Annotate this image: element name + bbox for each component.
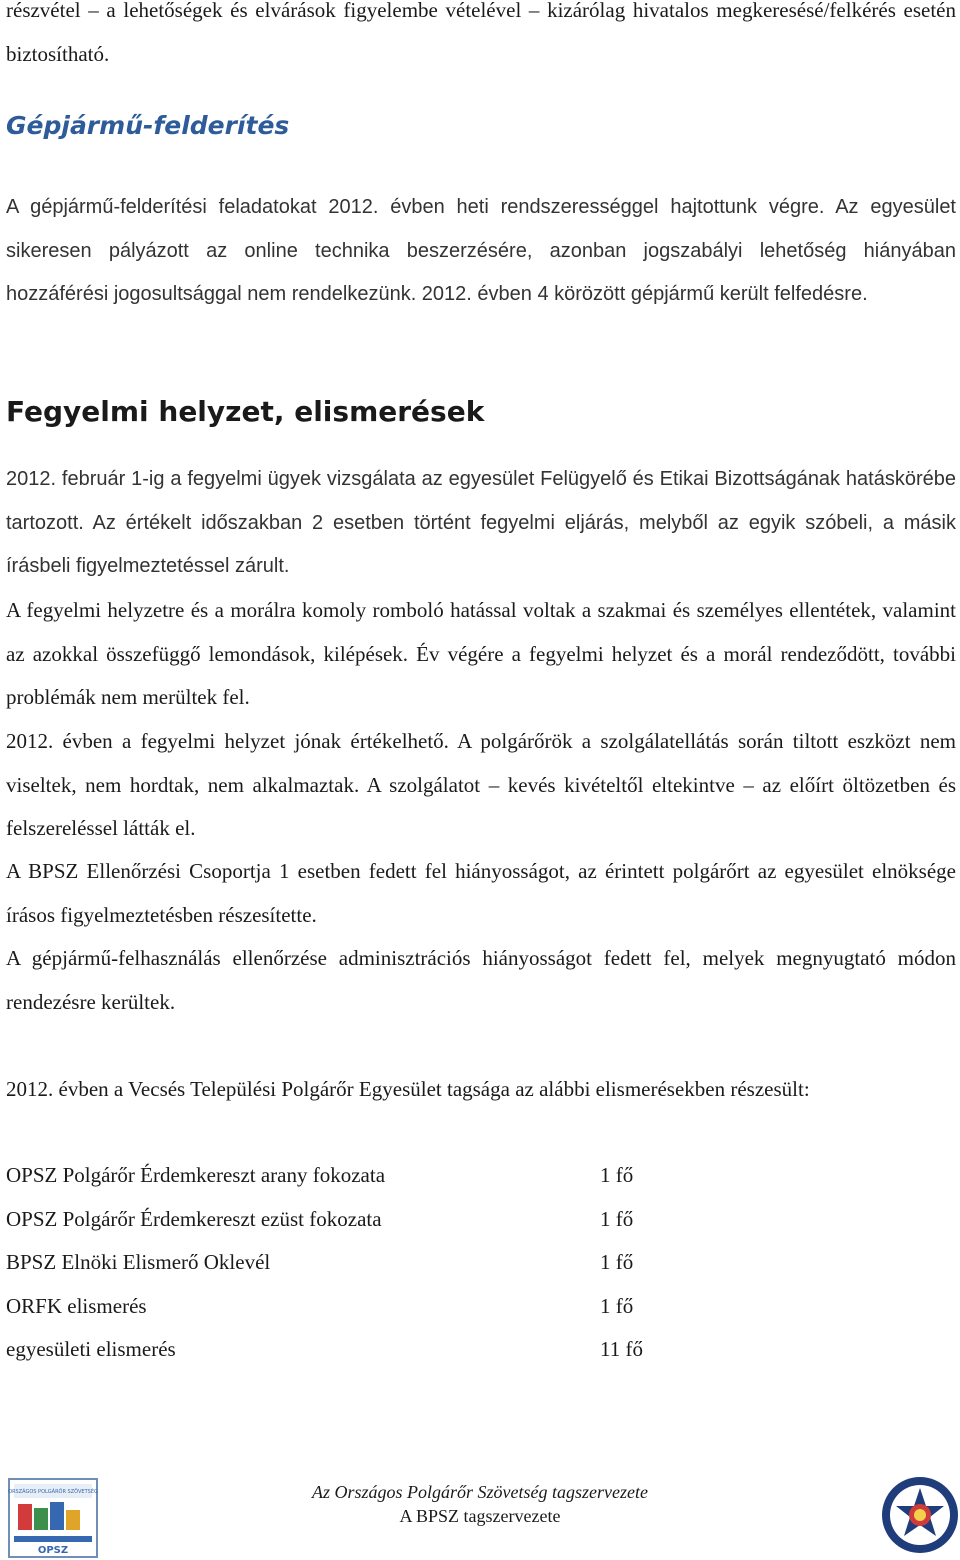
discipline-heading: Fegyelmi helyzet, elismerések <box>6 395 485 428</box>
award-name: BPSZ Elnöki Elismerő Oklevél <box>6 1250 271 1274</box>
award-count: 1 fő <box>600 1206 634 1231</box>
award-count: 1 fő <box>600 1293 634 1318</box>
award-count: 1 fő <box>600 1250 634 1274</box>
award-row <box>6 1198 956 1242</box>
logo-left-text: OPSZ <box>37 1545 69 1556</box>
vehicle-heading: Gépjármű-felderítés <box>6 111 290 140</box>
award-count: 1 fő <box>600 1163 634 1187</box>
award-row <box>6 1241 956 1285</box>
logo-left-small-text: ORSZÁGOS POLGÁRŐR SZÖVETSÉG <box>8 1489 98 1495</box>
award-row <box>6 1154 956 1198</box>
footer-line-2: A BPSZ tagszervezete <box>399 1506 561 1526</box>
award-count: 11 fő <box>600 1337 643 1361</box>
discipline-paragraph-3: 2012. évben a fegyelmi helyzet jónak értékelhető. A polgárőrök a szolgálatellátás során tiltott eszközt nem viseltek, nem hordtak, nem alkalmaztak. A szolgálatot – kevés kivételtől eltekintve – az előírt öltözetben és felszereléssel látták el. <box>6 729 956 840</box>
award-name: egyesületi elismerés <box>6 1337 176 1361</box>
vehicle-paragraph: A gépjármű-felderítési feladatokat 2012. évben heti rendszerességgel hajtottunk végre. Az egyesület sikeresen pályázott az online technika beszerzésére, azonban jogszabályi lehetőség hiányában hozzáférési jogosultsággal nem rendelkezünk. 2012. évben 4 körözött gépjármű került felfedésre. <box>6 196 956 305</box>
footer-line-1: Az Országos Polgárőr Szövetség tagszervezete <box>312 1482 648 1502</box>
awards-list <box>6 1154 956 1372</box>
awards-intro: 2012. évben a Vecsés Települési Polgárőr Egyesület tagsága az alábbi elismerésekben részesült: <box>6 1077 810 1101</box>
discipline-paragraph-1: 2012. február 1-ig a fegyelmi ügyek vizsgálata az egyesület Felügyelő és Etikai Bizottságának hatáskörébe tartozott. Az értékelt időszakban 2 esetben történt fegyelmi eljárás, melyből az egyik szóbeli, a másik írásbeli figyelmeztetéssel zárult. <box>6 468 956 577</box>
page-footer <box>0 1470 960 1560</box>
discipline-paragraph-5: A gépjármű-felhasználás ellenőrzése adminisztrációs hiányosságot fedett fel, melyek megnyugtató módon rendezésre kerültek. <box>6 946 956 1014</box>
bpsz-seal-icon <box>880 1474 960 1556</box>
award-row <box>6 1285 956 1329</box>
discipline-paragraph-2: A fegyelmi helyzetre és a morálra komoly romboló hatással voltak a szakmai és személyes ellentétek, valamint az azokkal összefüggő lemondások, kilépések. Év végére a fegyelmi helyzet és a morál rendeződött, további problémák nem merültek fel. <box>6 598 956 709</box>
discipline-paragraph-4: A BPSZ Ellenőrzési Csoportja 1 esetben fedett fel hiányosságot, az érintett polgárőrt az egyesület elnöksége írásos figyelmeztetésben részesítette. <box>6 859 956 927</box>
award-name: OPSZ Polgárőr Érdemkereszt arany fokozata <box>6 1163 386 1187</box>
award-name: ORFK elismerés <box>6 1293 147 1318</box>
award-row <box>6 1328 956 1372</box>
award-name: OPSZ Polgárőr Érdemkereszt ezüst fokozata <box>6 1206 382 1231</box>
intro-paragraph: részvétel – a lehetőségek és elvárások figyelembe vételével – kizárólag hivatalos megkeresésé/felkérés esetén biztosítható. <box>6 0 956 66</box>
